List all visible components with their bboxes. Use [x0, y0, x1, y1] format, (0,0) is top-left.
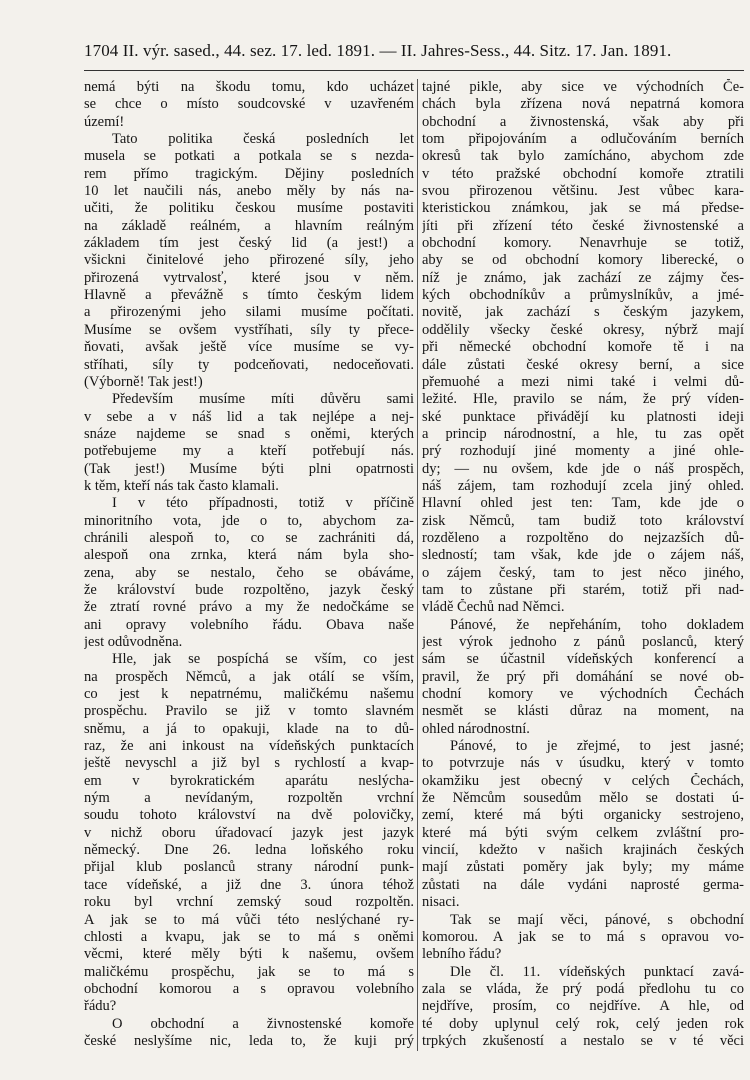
- text-line: roku byl vrchní zemský soud rozpoltěn.: [84, 894, 414, 911]
- text-line: přijal klub poslanců strany národní punk-: [84, 859, 414, 876]
- text-line: Pánové, že nepřeháním, toho dokladem: [450, 616, 744, 633]
- text-line: Musíme se ovšem vystříhati, síly ty přece-: [84, 321, 414, 338]
- text-line: které má býti svým celkem zvláštní pro-: [422, 824, 744, 841]
- text-line: věcmi, které měly býti k našemu, ovšem: [84, 946, 414, 963]
- text-line: nesmět se klásti důraz na moment, na: [422, 703, 744, 720]
- text-line: potřebujeme my a kteří potřebují nás.: [84, 443, 414, 460]
- text-line: raz, že ani inkoust na vídeňských punktacích: [84, 738, 414, 755]
- text-line: obchodní a živnostenská, však aby při: [422, 113, 744, 130]
- text-line: oddělily všecky české okresy, nýbrž mají: [422, 321, 744, 338]
- text-line: 10 let naučili nás, anebo měly by nás na-: [84, 183, 414, 200]
- text-line: vincií, kdežto v našich krajinách českých: [422, 842, 744, 859]
- text-line: sám se účastnil vídeňských konferencí a: [422, 651, 744, 668]
- text-line: musela se potkati a potkala se s nezda-: [84, 148, 414, 165]
- text-line: kých obchodníkův a průmyslníkův, a jmé-: [422, 287, 744, 304]
- page-header: 1704 II. výr. sased., 44. sez. 17. led. 1891. — II. Jahres-Sess., 44. Sitz. 17. Jan. 1891.: [84, 41, 672, 60]
- text-line: zůstati na dále vydáni naprosté germa-: [422, 876, 744, 893]
- text-line: pravil, že prý při domáhání se nové ob-: [422, 668, 744, 685]
- text-line: a princip národnostní, a hle, tu zas opět: [422, 425, 744, 442]
- text-line: ani opravy volebního řádu. Obava naše: [84, 616, 414, 633]
- text-line: Především musíme míti důvěru sami: [112, 391, 414, 408]
- text-line: při německé obchodní komoře tě i na: [422, 339, 744, 356]
- text-line: tam to zůstane při starém, totiž při nad-: [422, 581, 744, 598]
- text-line: v nichž oboru úřadovací jazyk jest jazyk: [84, 824, 414, 841]
- text-line: zisk Němců, tam budiž toto království: [422, 512, 744, 529]
- text-line: jest výrok jednoho z pánů poslanců, který: [422, 634, 744, 650]
- text-line: ještě nevyschl a již byl s rychlostí a kvap-: [84, 755, 414, 772]
- text-line: zemí, které má býti organicky sestrojeno,: [422, 807, 744, 824]
- text-line: sledností; tam však, kde jde o zájem náš,: [422, 547, 744, 564]
- text-line: jest odůvodněna.: [84, 634, 183, 650]
- text-line: tajné pikle, aby sice ve východních Če-: [422, 79, 744, 95]
- text-line: na základě reálném, a hlavním reálným: [84, 217, 414, 234]
- text-line: okresů tak bylo zamícháno, abychom zde: [422, 148, 744, 165]
- column-divider: [417, 79, 418, 1051]
- header-rule: [84, 70, 744, 71]
- text-line: té doby uplynul celý rok, celý jeden rok: [422, 1015, 744, 1032]
- text-line: všickni činitelové jeho přirozené síly, jeho: [84, 252, 414, 269]
- text-line: nemá býti na škodu tomu, kdo ucházet: [84, 79, 414, 95]
- text-line: mají zůstati poměry jak byly; my máme: [422, 859, 744, 876]
- text-line: ské punktace přivádějí ku platnosti ideji: [422, 408, 744, 425]
- text-line: zena, aby se nestalo, čeho se obáváme,: [84, 564, 414, 581]
- text-line: A jak se to má vůči této neslýchané ry-: [84, 911, 414, 928]
- text-line: že království bude rozpoltěno, jazyk český: [84, 581, 414, 598]
- text-line: a přirozenými jeho silami musíme počítati.: [84, 304, 414, 321]
- text-line: se chce o místo soudcovské v uzavřeném: [84, 96, 414, 113]
- text-line: ohled národnostní.: [422, 720, 530, 737]
- text-line: k těm, kteří nás tak často klamali.: [84, 477, 279, 494]
- text-line: na prospěch Němců, a jak otálí se vším,: [84, 668, 414, 685]
- text-line: obchodní komory. Nenavrhuje se totiž,: [422, 235, 744, 252]
- text-line: chránili alespoň to, co se zachrániti dá,: [84, 529, 414, 546]
- text-line: kteristickou známkou, jak se má předse-: [422, 200, 744, 217]
- text-line: trpkých zkušeností a nestalo se v té věci: [422, 1032, 744, 1049]
- text-line: Pánové, to je zřejmé, to jest jasné;: [450, 738, 744, 755]
- right-column: [422, 79, 744, 1050]
- text-line: tom připojováním a odlučováním berních: [422, 131, 744, 148]
- text-line: nejdříve, prosím, co nejdříve. A hle, od: [422, 998, 744, 1015]
- text-line: učiti, že politiku českou musíme postaviti: [84, 200, 414, 217]
- text-line: Hlavní ohled jest ten: Tam, kde jde o: [422, 495, 744, 512]
- text-line: co jest k nepatrnému, maličkému našemu: [84, 686, 414, 703]
- text-line: náš zájem, tam rozhodují zcela jiný ohled.: [422, 477, 744, 494]
- text-line: nisaci.: [422, 894, 460, 911]
- text-line: Hlavně a převážně s tímto českým lidem: [84, 287, 414, 304]
- text-line: prospěchu. Pravilo se již v tomto slavném: [84, 703, 414, 720]
- text-line: že ztratí rovné právo a my že nedočkáme se: [84, 599, 414, 616]
- text-line: že Němcům sousedům mělo se dostati ú-: [422, 790, 744, 807]
- text-line: v této pražské obchodní komoře ztratili: [422, 165, 744, 182]
- text-line: prý rozhodují jiné momenty a jiné ohle-: [422, 443, 744, 460]
- text-line: snáze najdeme se snad s oněmi, kterých: [84, 425, 414, 442]
- text-line: chodní komory ve východních Čechách: [422, 686, 744, 703]
- text-line: řádu?: [84, 998, 117, 1015]
- text-line: lebního řádu?: [422, 946, 502, 963]
- text-line: soudu tohoto království na dvě polovičky,: [84, 807, 414, 824]
- text-line: Tato politika česká posledních let: [112, 131, 414, 148]
- text-line: dy; — nu ovšem, kde jde o náš prospěch,: [422, 460, 744, 477]
- text-line: to potvrzuje nás v úsudku, který v tomto: [422, 755, 744, 772]
- text-line: dále zůstati české okresy berní, a sice: [422, 356, 744, 373]
- text-line: území!: [84, 113, 125, 130]
- text-line: Tak se mají věci, pánové, s obchodní: [450, 911, 744, 928]
- text-line: základem tím jest český lid (a jest!) a: [84, 235, 414, 252]
- text-line: ným a nevídaným, rozpoltěn vrchní: [84, 790, 414, 807]
- text-line: (Tak jest!) Musíme býti plni opatrnosti: [84, 460, 414, 477]
- text-line: em v byrokratickém aparátu neslýcha-: [84, 772, 414, 789]
- text-line: O obchodní a živnostenské komoře: [112, 1015, 414, 1032]
- text-line: aby se od obchodní komory liberecké, o: [422, 252, 744, 269]
- text-line: německý. Dne 26. ledna loňského roku: [84, 842, 414, 859]
- text-line: o zájem český, tam to jest něco jiného,: [422, 564, 744, 581]
- text-line: zala se vláda, že prý podá předlohu tu co: [422, 980, 744, 997]
- text-line: rozděleno a rozpoltěno do nejzazších dů-: [422, 529, 744, 546]
- text-line: přemuohé a mezi nimi také i velmi dů-: [422, 373, 744, 390]
- text-line: stříhati, síly ty podceňovati, nedoceňovati.: [84, 356, 414, 373]
- text-line: minoritního vota, jde o to, abychom za-: [84, 512, 414, 529]
- text-line: Dle čl. 11. vídeňských punktací zavá-: [450, 963, 744, 980]
- text-line: obchodní komorou a s opravou volebního: [84, 980, 414, 997]
- text-line: přirozená vytrvalosť, které jsou v něm.: [84, 269, 414, 286]
- text-line: ňovati, avšak ještě více musíme se vy-: [84, 339, 414, 356]
- text-line: jíti při zřízení této české živnostenské a: [422, 217, 744, 234]
- text-line: novitě, jak zachází s českým jazykem,: [422, 304, 744, 321]
- text-line: I v této případnosti, totiž v příčině: [112, 495, 414, 512]
- text-line: okamžiku jest obecný v celých Čechách,: [422, 772, 744, 789]
- text-line: chlosti a kvapu, jak se to má s oněmi: [84, 928, 414, 945]
- left-column: [84, 79, 414, 1050]
- text-line: chách byla zřízena nová nepatrná komora: [422, 96, 744, 113]
- text-line: komorou. A jak se to má s opravou vo-: [422, 928, 744, 945]
- text-line: v sebe a v náš lid a tak nejlépe a nej-: [84, 408, 414, 425]
- text-line: Hle, jak se pospíchá se vším, co jest: [112, 651, 414, 668]
- text-line: (Výborně! Tak jest!): [84, 373, 203, 390]
- text-line: alespoň ona zrnka, která nám byla sho-: [84, 547, 414, 564]
- text-line: maličkému prospěchu, jak se to má s: [84, 963, 414, 980]
- text-line: ležité. Hle, pravilo se nám, že prý víden-: [422, 391, 744, 408]
- text-line: rem přímo tragickým. Dějiny posledních: [84, 165, 414, 182]
- text-line: vládě Čechů nad Němci.: [422, 599, 565, 616]
- text-line: tace vídeňské, a již dne 3. února téhož: [84, 876, 414, 893]
- text-line: sněmu, a já to opakuji, klade na to dů-: [84, 720, 414, 737]
- text-line: níž je známo, jak zachází ze zájmy čes-: [422, 269, 744, 286]
- text-line: svou přirozenou většinu. Jest vůbec kara-: [422, 183, 744, 200]
- text-line: české neslyšíme nic, leda to, že kuji prý: [84, 1032, 414, 1049]
